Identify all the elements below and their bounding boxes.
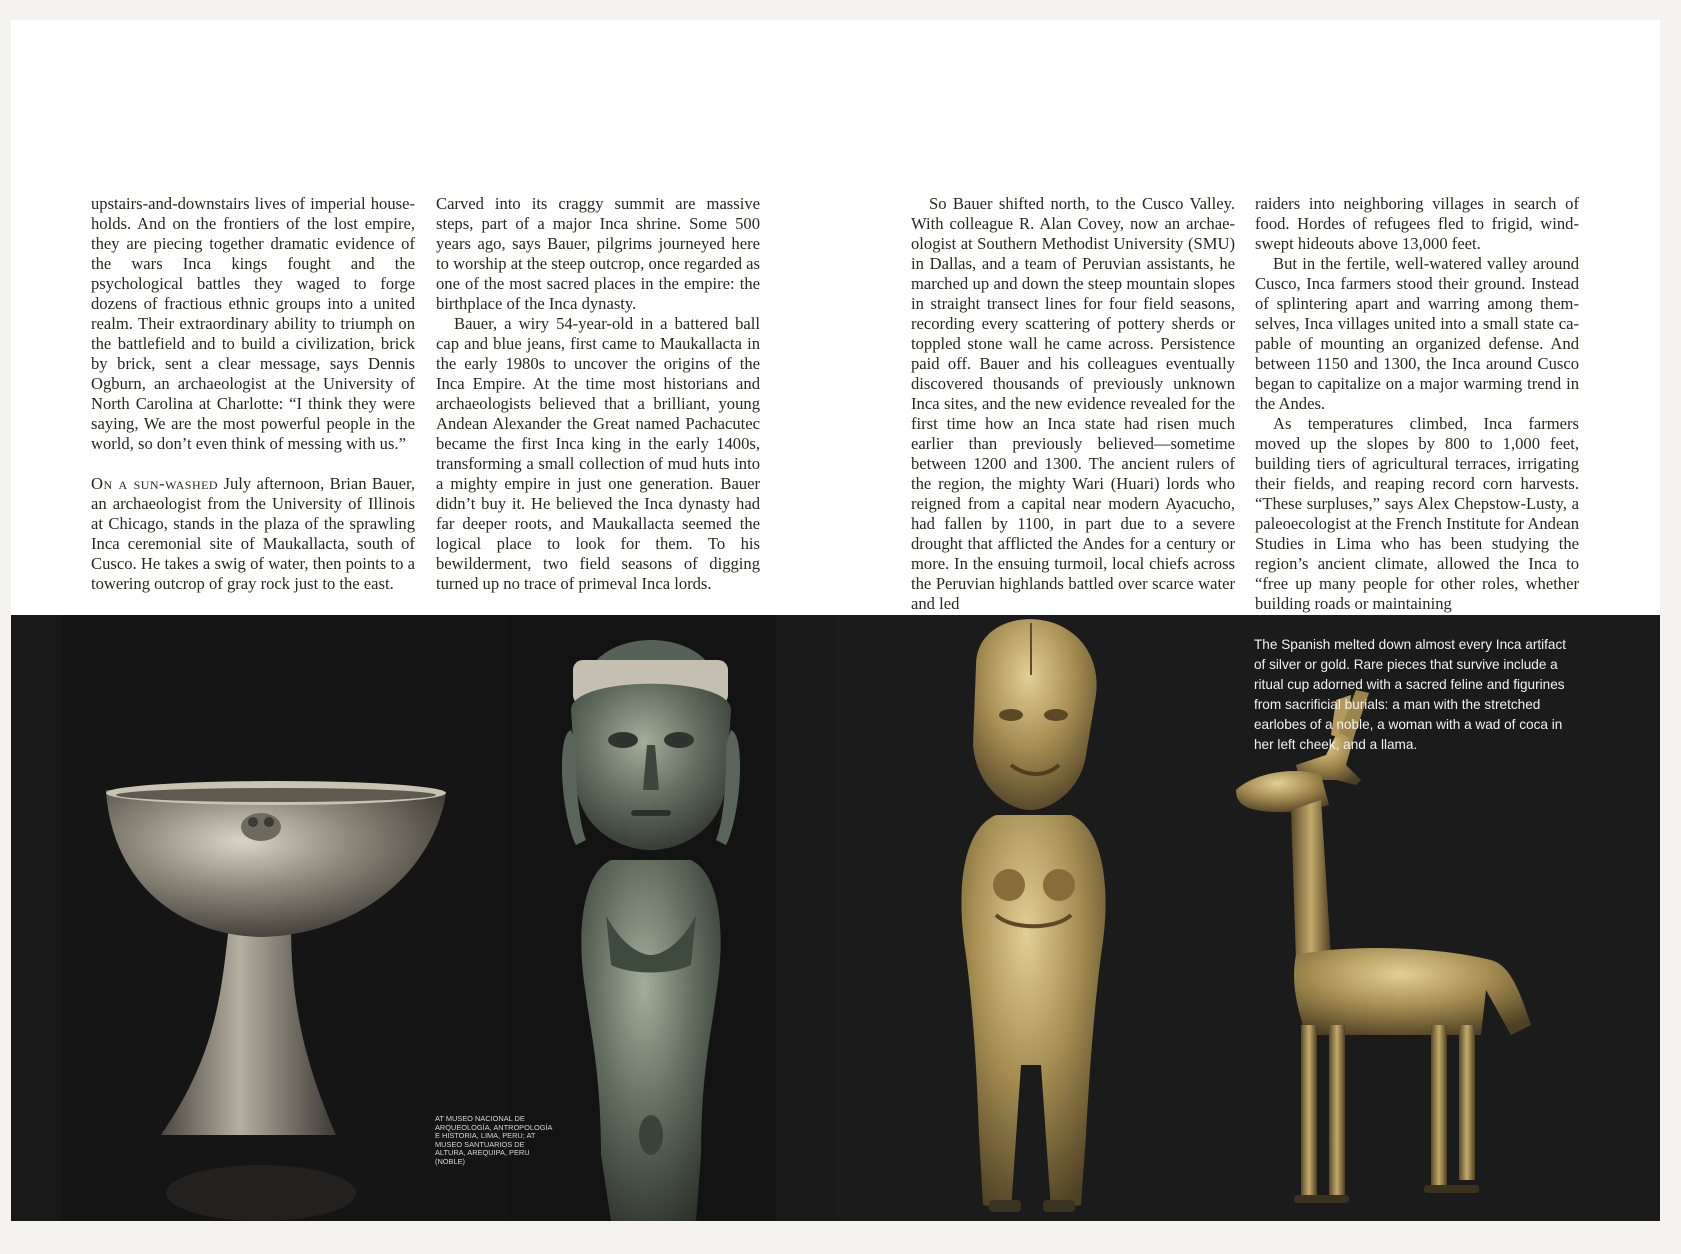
lead-in: On a sun-washed <box>91 474 219 493</box>
article-text <box>11 20 1660 615</box>
woman-figurine-image <box>961 619 1105 1212</box>
text-column-2 <box>436 194 760 594</box>
ritual-cup-image <box>106 781 446 1221</box>
text-column-1 <box>91 194 415 594</box>
photo-caption: The Spanish melted down almost every Inca artifact of silver or gold. Rare pieces that survive include a ritual cup adorned with a sacred feline and figurines from sacrificial burials: a man with the stretched earlobes of a noble, a woman with a wad of coca in her left cheek, and a llama. <box>1254 637 1567 752</box>
paragraph: Carved into its craggy summit are massive steps, part of a major Inca shrine. Some 500 years ago, says Bauer, pilgrims journeyed here to worship at the steep outcrop, once regarded as one of the most sacred places in the empire: the birthplace of the Inca dynasty. <box>436 194 760 313</box>
paragraph-body: July afternoon, Brian Bauer, an archaeologist from the University of Illinois at Chicago, stands in the plaza of the sprawling Inca ceremonial site of Maukallacta, south of Cusco. He takes a swig of water, then points to a towering outcrop of gray rock just to the east. <box>91 474 415 593</box>
magazine-spread <box>11 20 1660 1221</box>
text-column-4 <box>1255 194 1579 614</box>
paragraph: raiders into neighboring villages in search of food. Hordes of refugees fled to frigid, windswept hideouts above 13,000 feet. <box>1255 194 1579 253</box>
artifact-photo <box>11 615 1660 1221</box>
paragraph: So Bauer shifted north, to the Cusco Valley. With colleague R. Alan Covey, now an archaeologist at Southern Methodist University (SMU) in Dallas, and a team of Peruvian assistants, he marched up and down the steep mountain slopes in straight transect lines for four field seasons, recording every scattering of pottery sherds or toppled stone wall he came across. Persistence paid off. Bauer and his colleagues eventually discovered thousands of previously unknown Inca sites, and the new evidence revealed for the first time how an Inca state had risen much earlier than previously believed—sometime between 1200 and 1300. The ancient rulers of the region, the mighty Wari (Huari) lords who reigned from a capital near modern Ayacucho, had fallen by 1100, in part due to a severe drought that afflicted the Andes for a century or more. In the ensuing turmoil, local chiefs across the Peruvian highlands battled over scarce water and led <box>911 194 1235 613</box>
noble-figurine-image <box>562 640 740 1221</box>
photo-credit: AT MUSEO NACIONAL DE ARQUEOLOGÍA, ANTROPOLOGÍA E HISTORIA, LIMA, PERU; AT MUSEO SANTUARIOS DE ALTURA, AREQUIPA, PERU (NOBLE) <box>435 1114 553 1166</box>
section-paragraph <box>91 474 415 594</box>
llama-figurine-image <box>1236 690 1531 1203</box>
paragraph: upstairs-and-downstairs lives of imperial households. And on the frontiers of the lost empire, they are piecing together dramatic evidence of the wars Inca kings fought and the psychological battles they waged to forge dozens of fractious ethnic groups into a united realm. Their extraordinary ability to triumph on the battlefield and to build a civilization, brick by brick, sent a clear message, says Dennis Ogburn, an archaeologist at the University of North Carolina at Charlotte: “I think they were saying, We are the most powerful people in the world, so don’t even think of messing with us.” <box>91 194 415 453</box>
paragraph: Bauer, a wiry 54-year-old in a battered ball cap and blue jeans, first came to Maukallacta in the early 1980s to uncover the origins of the Inca Empire. At the time most historians and archaeologists believed that a brilliant, young Andean Alexander the Great named Pachacutec became the first Inca king in the early 1400s, transforming a small collection of mud huts into a mighty empire in just one generation. Bauer didn’t buy it. He believed the Inca dynasty had far deeper roots, and Maukallacta seemed the logical place to look for them. To his bewilderment, two field seasons of digging turned up no trace of primeval Inca lords. <box>436 314 760 593</box>
paragraph: But in the fertile, well-watered valley around Cusco, Inca farmers stood their ground. Instead of splintering apart and warring among themselves, Inca villages united into a small state capable of mounting an organized defense. And between 1150 and 1300, the Inca around Cusco began to capitalize on a major warming trend in the Andes. <box>1255 254 1579 413</box>
text-column-3 <box>911 194 1235 614</box>
paragraph: As temperatures climbed, Inca farmers moved up the slopes by 800 to 1,000 feet, building tiers of agricultural terraces, irrigating their fields, and reaping record corn harvests. “These surpluses,” says Alex Chepstow-Lusty, a paleoecologist at the French Institute for Andean Studies in Lima who has been studying the region’s ancient climate, allowed the Inca to “free up many people for other roles, whether building roads or maintaining <box>1255 414 1579 613</box>
